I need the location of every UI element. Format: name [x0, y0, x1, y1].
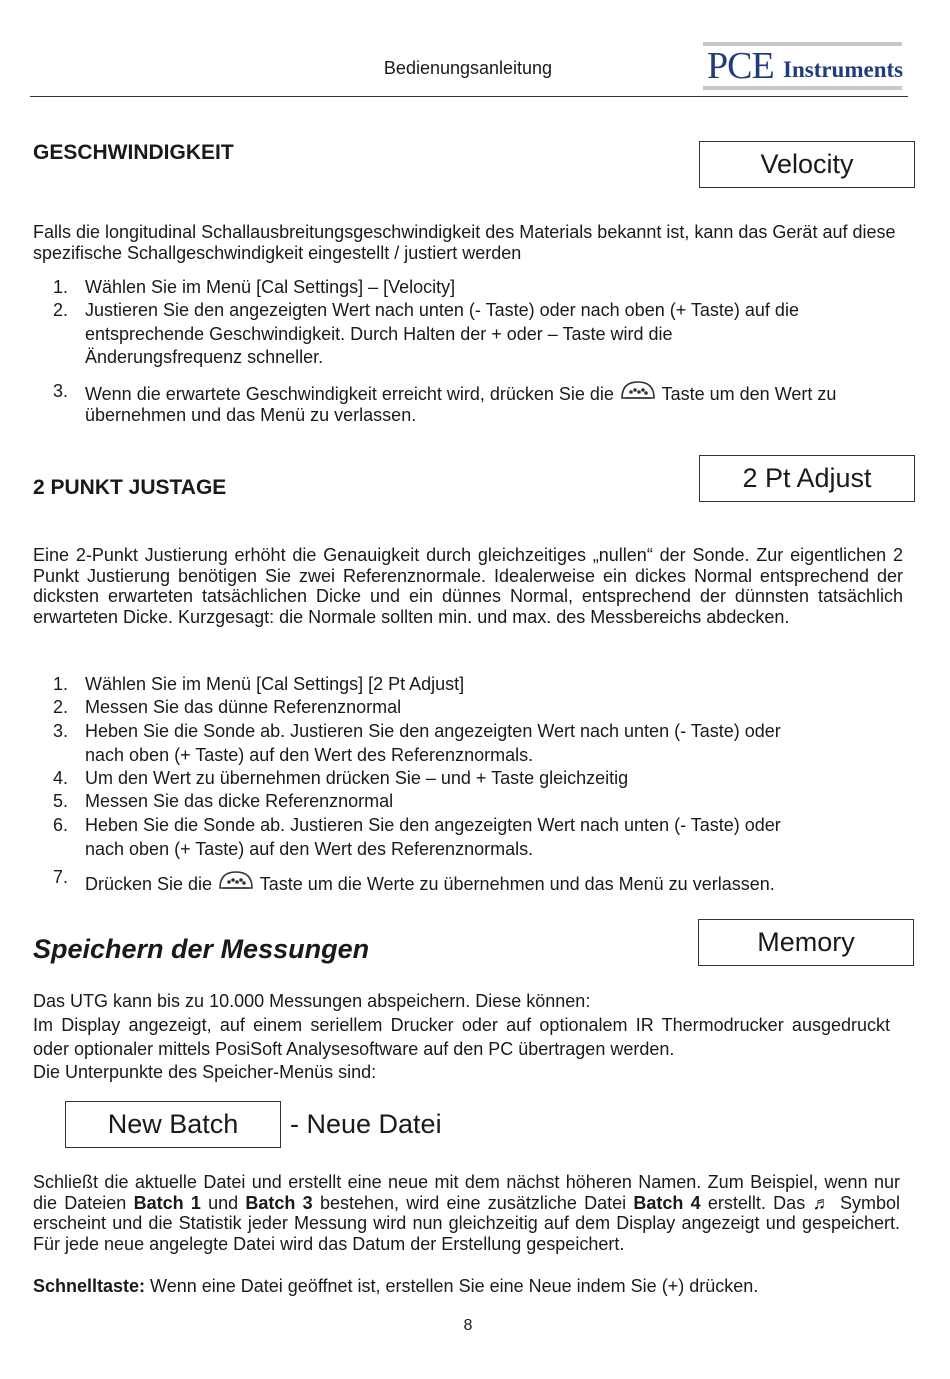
two-point-step-4: 4. Um den Wert zu übernehmen drücken Sie – und + Taste gleichzeitig	[53, 768, 629, 788]
memory-capacity-line: Das UTG kann bis zu 10.000 Messungen abspeichern. Diese können:	[33, 991, 591, 1011]
two-point-intro: Eine 2-Punkt Justierung erhöht die Genauigkeit durch gleichzeitiges „nullen“ der Sonde. Zur eigentlichen 2 Punkt Justierung benötigen Sie zwei Referenznormale. Idealerweise ein dickes Normal entsprechend der dicksten erwarteten tatsächlichen Dicke und ein dünnes Normal, entsprechend der dünnsten tatsächlich erwarteten Dicke. Kurzgesagt: die Normale sollten min. und max. des Messbereichs abdecken.	[33, 545, 903, 627]
pce-instruments-logo	[703, 42, 902, 90]
new-batch-display-box: New Batch	[65, 1101, 281, 1148]
velocity-display-box: Velocity	[699, 141, 915, 188]
menu-button-icon	[619, 380, 657, 404]
header-rule	[30, 96, 908, 97]
memory-heading: Speichern der Messungen	[33, 934, 370, 964]
new-batch-description: Schließt die aktuelle Datei und erstellt eine neue mit dem nächst höheren Namen. Zum Beispiel, wenn nur die Dateien Batch 1 und Batch 3 bestehen, wird eine zusätzliche Datei Batch 4 erstellt. Das ♬ Symbol erscheint und die Statistik jeder Messung wird nun gleichzeitig auf dem Display angezeigt und gespeichert. Für jede neue angelegte Datei wird das Datum der Erstellung gespeichert.	[33, 1172, 900, 1254]
two-point-step-5: 5. Messen Sie das dicke Referenznormal	[53, 791, 394, 811]
shortcut-line: Schnelltaste: Wenn eine Datei geöffnet ist, erstellen Sie eine Neue indem Sie (+) drücken.	[33, 1276, 759, 1296]
two-point-step-6: 6. Heben Sie die Sonde ab. Justieren Sie den angezeigten Wert nach unten (- Taste) oder nach oben (+ Taste) auf den Wert des Referenznormals.	[53, 815, 781, 859]
page-number: 8	[463, 1317, 473, 1334]
two-point-display-box: 2 Pt Adjust	[699, 455, 915, 502]
two-point-step-3: 3. Heben Sie die Sonde ab. Justieren Sie den angezeigten Wert nach unten (- Taste) oder nach oben (+ Taste) auf den Wert des Referenznormals.	[53, 721, 781, 765]
memory-submenu-intro: Die Unterpunkte des Speicher-Menüs sind:	[33, 1062, 377, 1082]
document-header-title: Bedienungsanleitung	[383, 58, 553, 78]
new-batch-label: - Neue Datei	[290, 1109, 442, 1139]
velocity-heading: GESCHWINDIGKEIT	[33, 141, 234, 164]
two-point-step-7: 7. Drücken Sie die Taste um die Werte zu übernehmen und das Menü zu verlassen.	[53, 867, 775, 894]
music-note-icon: ♬	[812, 1192, 833, 1213]
velocity-step-3: 3. Wenn die erwartete Geschwindigkeit erreicht wird, drücken Sie die Taste um den Wert zu übernehmen und das Menü zu verlassen.	[53, 381, 837, 425]
velocity-intro: Falls die longitudinal Schallausbreitungsgeschwindigkeit des Materials bekannt ist, kann das Gerät auf diese spezifische Schallgeschwindigkeit eingestellt / justiert werden	[33, 222, 896, 263]
logo-main-text: PCE	[707, 45, 774, 87]
two-point-heading: 2 PUNKT JUSTAGE	[33, 476, 227, 499]
menu-button-icon	[217, 870, 255, 894]
memory-display-box: Memory	[698, 919, 914, 966]
velocity-step-2: 2. Justieren Sie den angezeigten Wert nach unten (- Taste) oder nach oben (+ Taste) auf die entsprechende Geschwindigkeit. Durch Halten der + oder – Taste wird die Änderungsfrequenz schneller.	[53, 300, 799, 367]
two-point-step-1: 1. Wählen Sie im Menü [Cal Settings] [2 Pt Adjust]	[53, 674, 465, 694]
logo-sub-text: Instruments	[783, 57, 904, 82]
two-point-step-2: 2. Messen Sie das dünne Referenznormal	[53, 697, 402, 717]
velocity-step-1: 1. Wählen Sie im Menü [Cal Settings] – [Velocity]	[53, 277, 456, 297]
memory-output-para: Im Display angezeigt, auf einem seriellem Drucker oder auf optionalem IR Thermodrucker ausgedruckt oder optionaler mittels PosiSoft Analysesoftware auf den PC übertragen werden.	[33, 1015, 890, 1059]
